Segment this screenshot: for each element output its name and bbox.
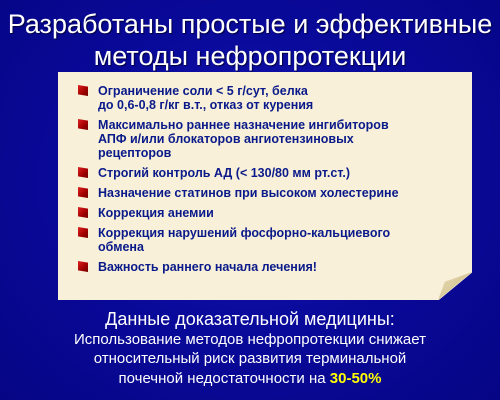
bullet-text-line: Ограничение соли < 5 г/сут, белка xyxy=(98,84,308,98)
bullet-text-line: Коррекция нарушений фосфорно-кальциевого xyxy=(98,226,391,240)
evidence-text-line-2: относительный риск развития терминальной xyxy=(93,350,407,367)
bullet-text-line: Важность раннего начала лечения! xyxy=(98,260,317,274)
evidence-text-line-1: Использование методов нефропротекции снижает xyxy=(74,331,426,348)
bullet-marker-icon xyxy=(78,207,88,218)
bullet-marker-icon xyxy=(78,85,88,96)
evidence-text-line-3-prefix: почечной недостаточности на xyxy=(118,370,330,387)
bullet-marker-icon xyxy=(78,227,88,238)
bullet-marker-icon xyxy=(78,187,88,198)
bullet-marker-icon xyxy=(78,261,88,272)
bullet-item-salt xyxy=(74,84,466,112)
bullet-item-blood-pressure xyxy=(74,166,466,180)
bullet-item-ace-inhibitors xyxy=(74,118,466,160)
bullet-marker-icon xyxy=(78,167,88,178)
bullet-text-line: Строгий контроль АД (< 130/80 мм рт.ст.) xyxy=(98,166,350,180)
bullet-text-line: рецепторов xyxy=(98,146,172,160)
bullet-list xyxy=(74,84,466,280)
bullet-item-early-treatment xyxy=(74,260,466,274)
bullet-item-statins xyxy=(74,186,466,200)
bullet-text-line: Назначение статинов при высоком холестерине xyxy=(98,186,399,200)
risk-reduction-highlight: 30-50% xyxy=(329,370,382,387)
evidence-heading: Данные доказательной медицины: xyxy=(105,309,395,329)
slide-title-line-2: методы нефропротекции xyxy=(93,41,407,71)
bullet-item-phosphorus-calcium xyxy=(74,226,466,254)
bullet-text-line: обмена xyxy=(98,240,144,254)
bullet-text-line: Максимально раннее назначение ингибиторов xyxy=(98,118,389,132)
evidence-text-line-3 xyxy=(0,370,500,388)
bullet-text-line: Коррекция анемии xyxy=(98,206,214,220)
bullet-marker-icon xyxy=(78,119,88,130)
slide-title-line-1: Разработаны простые и эффективные xyxy=(7,9,493,39)
bullet-item-anemia xyxy=(74,206,466,220)
bullet-text-line: до 0,6-0,8 г/кг в.т., отказ от курения xyxy=(98,98,314,112)
bullet-text-line: АПФ и/или блокаторов ангиотензиновых xyxy=(98,132,354,146)
slide-title xyxy=(0,8,500,72)
